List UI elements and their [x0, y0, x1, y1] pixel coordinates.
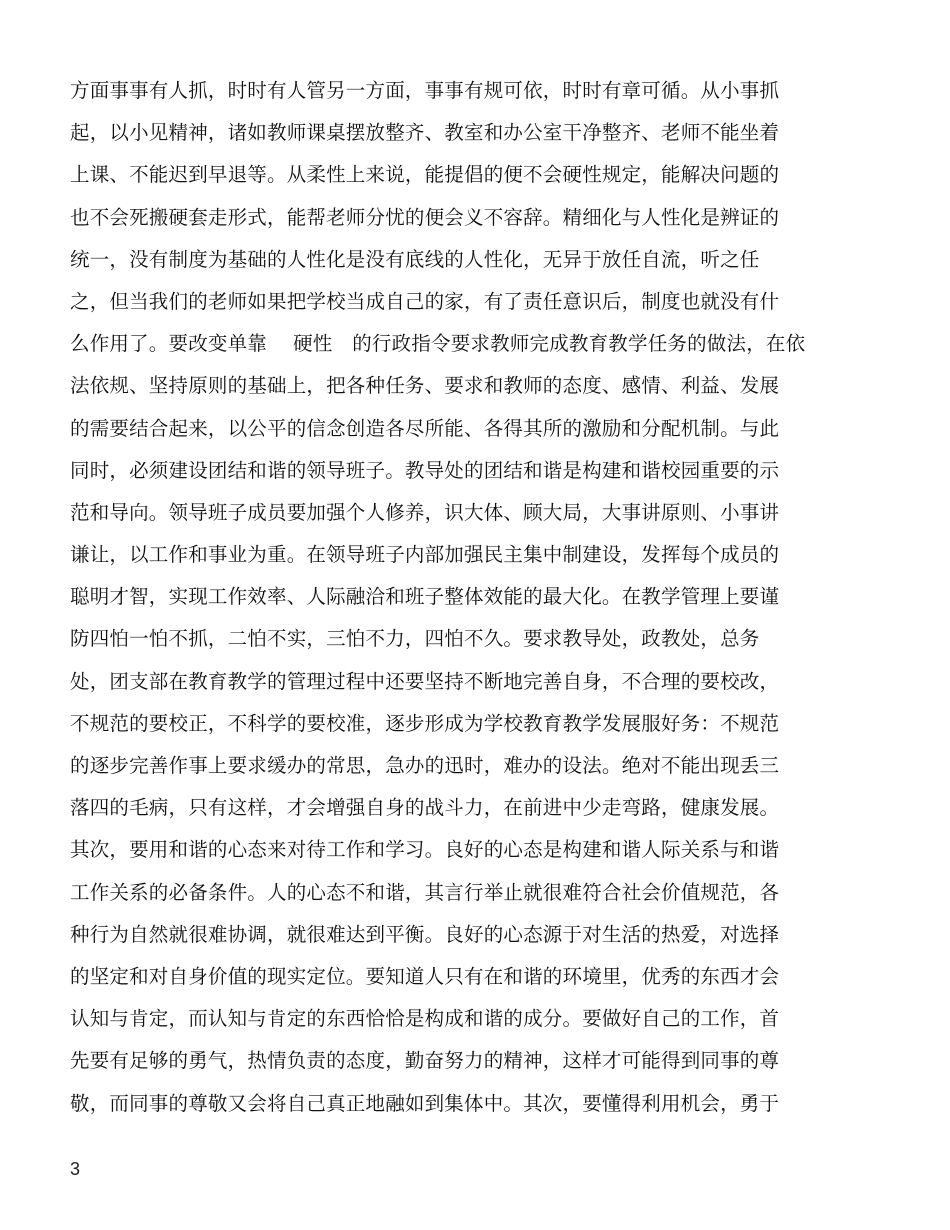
page-number: 3 [70, 1159, 81, 1179]
text-line: 敬，而同事的尊敬又会将自己真正地融如到集体中。其次，要懂得利用机会，勇于 [70, 1091, 780, 1115]
text-line: 工作关系的必备条件。人的心态不和谐，其言行举止就很难符合社会价值规范，各 [70, 880, 780, 904]
text-line: 方面事事有人抓，时时有人管另一方面，事事有规可依，时时有章可循。从小事抓 [70, 79, 780, 102]
text-line: 之，但当我们的老师如果把学校当成自己的家，有了责任意识后，制度也就没有什 [70, 289, 780, 313]
text-line: 的逐步完善作事上要求缓办的常思，急办的迅时，难办的设法。绝对不能出现丢三 [70, 754, 780, 777]
text-line: 范和导向。领导班子成员要加强个人修养，识大体、顾大局，大事讲原则、小事讲 [70, 500, 780, 524]
text-line: 聪明才智，实现工作效率、人际融洽和班子整体效能的最大化。在教学管理上要谨 [70, 585, 780, 609]
text-line: 落四的毛病，只有这样，才会增强自身的战斗力，在前进中少走弯路，健康发展。 [70, 796, 780, 820]
text-line: 认知与肯定，而认知与肯定的东西恰恰是构成和谐的成分。要做好自己的工作，首 [70, 1007, 780, 1031]
text-line: 处，团支部在教育教学的管理过程中还要坚持不断地完善自身，不合理的要校改， [70, 669, 780, 693]
text-line: 起，以小见精神，诸如教师课桌摆放整齐、教室和办公室干净整齐、老师不能坐着 [70, 121, 780, 145]
text-line: 么作用了。要改变单靠 硬性 的行政指令要求教师完成教育教学任务的做法，在依 [70, 332, 806, 356]
text-line: 法依规、坚持原则的基础上，把各种任务、要求和教师的态度、感情、利益、发展 [70, 374, 780, 398]
text-line: 先要有足够的勇气，热情负责的态度，勤奋努力的精神，这样才可能得到同事的尊 [70, 1049, 780, 1073]
text-line: 其次，要用和谐的心态来对待工作和学习。良好的心态是构建和谐人际关系与和谐 [70, 838, 780, 862]
text-line: 的坚定和对自身价值的现实定位。要知道人只有在和谐的环境里，优秀的东西才会 [70, 964, 780, 988]
text-line: 不规范的要校正，不科学的要校准，逐步形成为学校教育教学发展服好务：不规范 [70, 711, 780, 735]
body-text [70, 70, 850, 1125]
text-line: 种行为自然就很难协调，就很难达到平衡。良好的心态源于对生活的热爱，对选择 [70, 922, 780, 946]
text-line: 也不会死搬硬套走形式，能帮老师分忧的便会义不容辞。精细化与人性化是辨证的 [70, 205, 780, 229]
text-line: 上课、不能迟到早退等。从柔性上来说，能提倡的便不会硬性规定，能解决问题的 [70, 163, 780, 187]
text-line: 的需要结合起来，以公平的信念创造各尽所能、各得其所的激励和分配机制。与此 [70, 416, 780, 440]
text-line: 谦让，以工作和事业为重。在领导班子内部加强民主集中制建设，发挥每个成员的 [70, 543, 780, 567]
text-line: 防四怕一怕不抓，二怕不实，三怕不力，四怕不久。要求教导处，政教处，总务 [70, 627, 760, 651]
text-line: 同时，必须建设团结和谐的领导班子。教导处的团结和谐是构建和谐校园重要的示 [70, 458, 780, 482]
text-line: 统一，没有制度为基础的人性化是没有底线的人性化，无异于放任自流，听之任 [70, 247, 760, 271]
